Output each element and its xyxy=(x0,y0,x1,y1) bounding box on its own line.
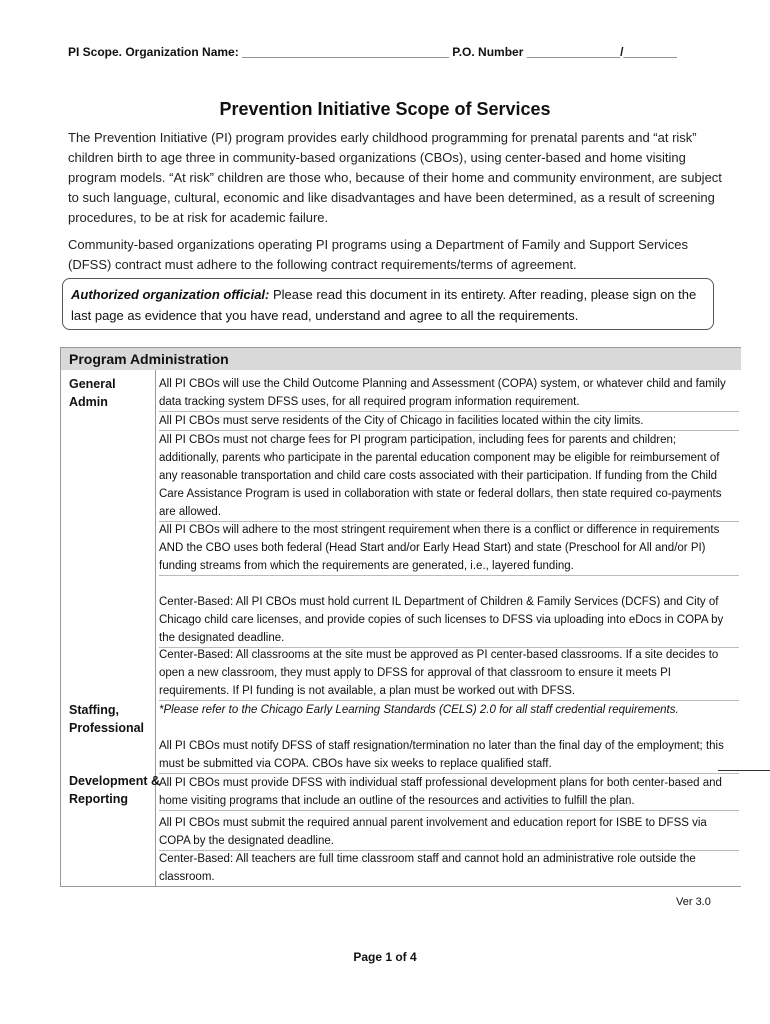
label-staffing: Staffing, Professional xyxy=(69,703,145,735)
notice-lead: Authorized organization official: xyxy=(71,287,270,302)
notice-box xyxy=(62,278,714,330)
notice-text: Please read this document in its entirety. After reading, please sign on the last page as evidence that you have read, understand and agree to all the requirements. xyxy=(71,287,697,323)
requirement-row: All PI CBOs must provide DFSS with individual staff professional development plans for both center-based and home visiting programs that include an outline of the resources and activities to fulfill the plan. xyxy=(159,774,739,811)
label-general-admin: General Admin xyxy=(69,377,116,409)
requirement-row: All PI CBOs must not charge fees for PI program participation, including fees for parents and children; additionally, parents who participate in the parental education component may be eligible for reimbursement of any reasonable transportation and child care costs associated with their participation. If funding from the Child Care Assistance Program is used in collaboration with state or federal dollars, then state required co-payments are allowed. xyxy=(159,431,739,522)
page-title: Prevention Initiative Scope of Services xyxy=(219,99,551,119)
page-number: Page 1 of 4 xyxy=(353,950,417,964)
header-scope-line: PI Scope. Organization Name: _______________________________ P.O. Number ______________/________ xyxy=(68,45,677,59)
version-label: Ver 3.0 xyxy=(676,896,711,908)
program-administration-section xyxy=(60,347,741,887)
requirement-row: All PI CBOs must notify DFSS of staff resignation/termination no later than the final day of the employment; this must be submitted via COPA. CBOs have six weeks to replace qualified staff. xyxy=(159,737,739,774)
requirement-row: Center-Based: All PI CBOs must hold current IL Department of Children & Family Services (DCFS) and City of Chicago child care licenses, and provide copies of such licenses to DFSS via uploading into eDocs in COPA by the designated deadline. xyxy=(159,593,739,648)
requirement-row: All PI CBOs will use the Child Outcome Planning and Assessment (COPA) system, or whatever child and family data tracking system DFSS uses, for all required program information requirement. xyxy=(159,375,739,412)
section-bottom-border xyxy=(61,886,741,887)
intro-paragraph-2: Community-based organizations operating PI programs using a Department of Family and Support Services (DFSS) contract must adhere to the following contract requirements/terms of agreement. xyxy=(68,237,688,272)
margin-mark xyxy=(718,770,770,771)
column-divider xyxy=(155,370,156,887)
requirement-row: All PI CBOs will adhere to the most stringent requirement when there is a conflict or difference in requirements AND the CBO uses both federal (Head Start and/or Early Head Start) and state (Preschool for All and/or PI) funding streams from which the requirements are generated, i.e., layered funding. xyxy=(159,521,739,576)
intro-paragraph-1: The Prevention Initiative (PI) program provides early childhood programming for prenatal parents and “at risk” children birth to age three in community-based organizations (CBOs), using center-based and home visiting program models. “At risk” children are those who, because of their home and community environment, are subject to such language, cultural, economic and like disadvantages and have been determined, as a result of screening procedures, to be at risk for academic failure. xyxy=(68,130,722,225)
requirement-row: All PI CBOs must submit the required annual parent involvement and education report for ISBE to DFSS via COPA by the designated deadline. xyxy=(159,814,739,851)
section-heading: Program Administration xyxy=(61,347,741,370)
requirement-row: Center-Based: All classrooms at the site must be approved as PI center-based classrooms. If a site decides to open a new classroom, they must apply to DFSS for approval of that classroom to ensure it meets PI requirements. If PI funding is not available, a plan must be worked out with DFSS. xyxy=(159,646,739,701)
requirement-row: All PI CBOs must serve residents of the City of Chicago in facilities located within the city limits. xyxy=(159,412,739,431)
label-development: Development & Reporting xyxy=(69,774,160,806)
requirement-row: Center-Based: All teachers are full time classroom staff and cannot hold an administrative role outside the classroom. xyxy=(159,853,696,883)
requirement-row: *Please refer to the Chicago Early Learning Standards (CELS) 2.0 for all staff credential requirements. xyxy=(159,704,679,716)
